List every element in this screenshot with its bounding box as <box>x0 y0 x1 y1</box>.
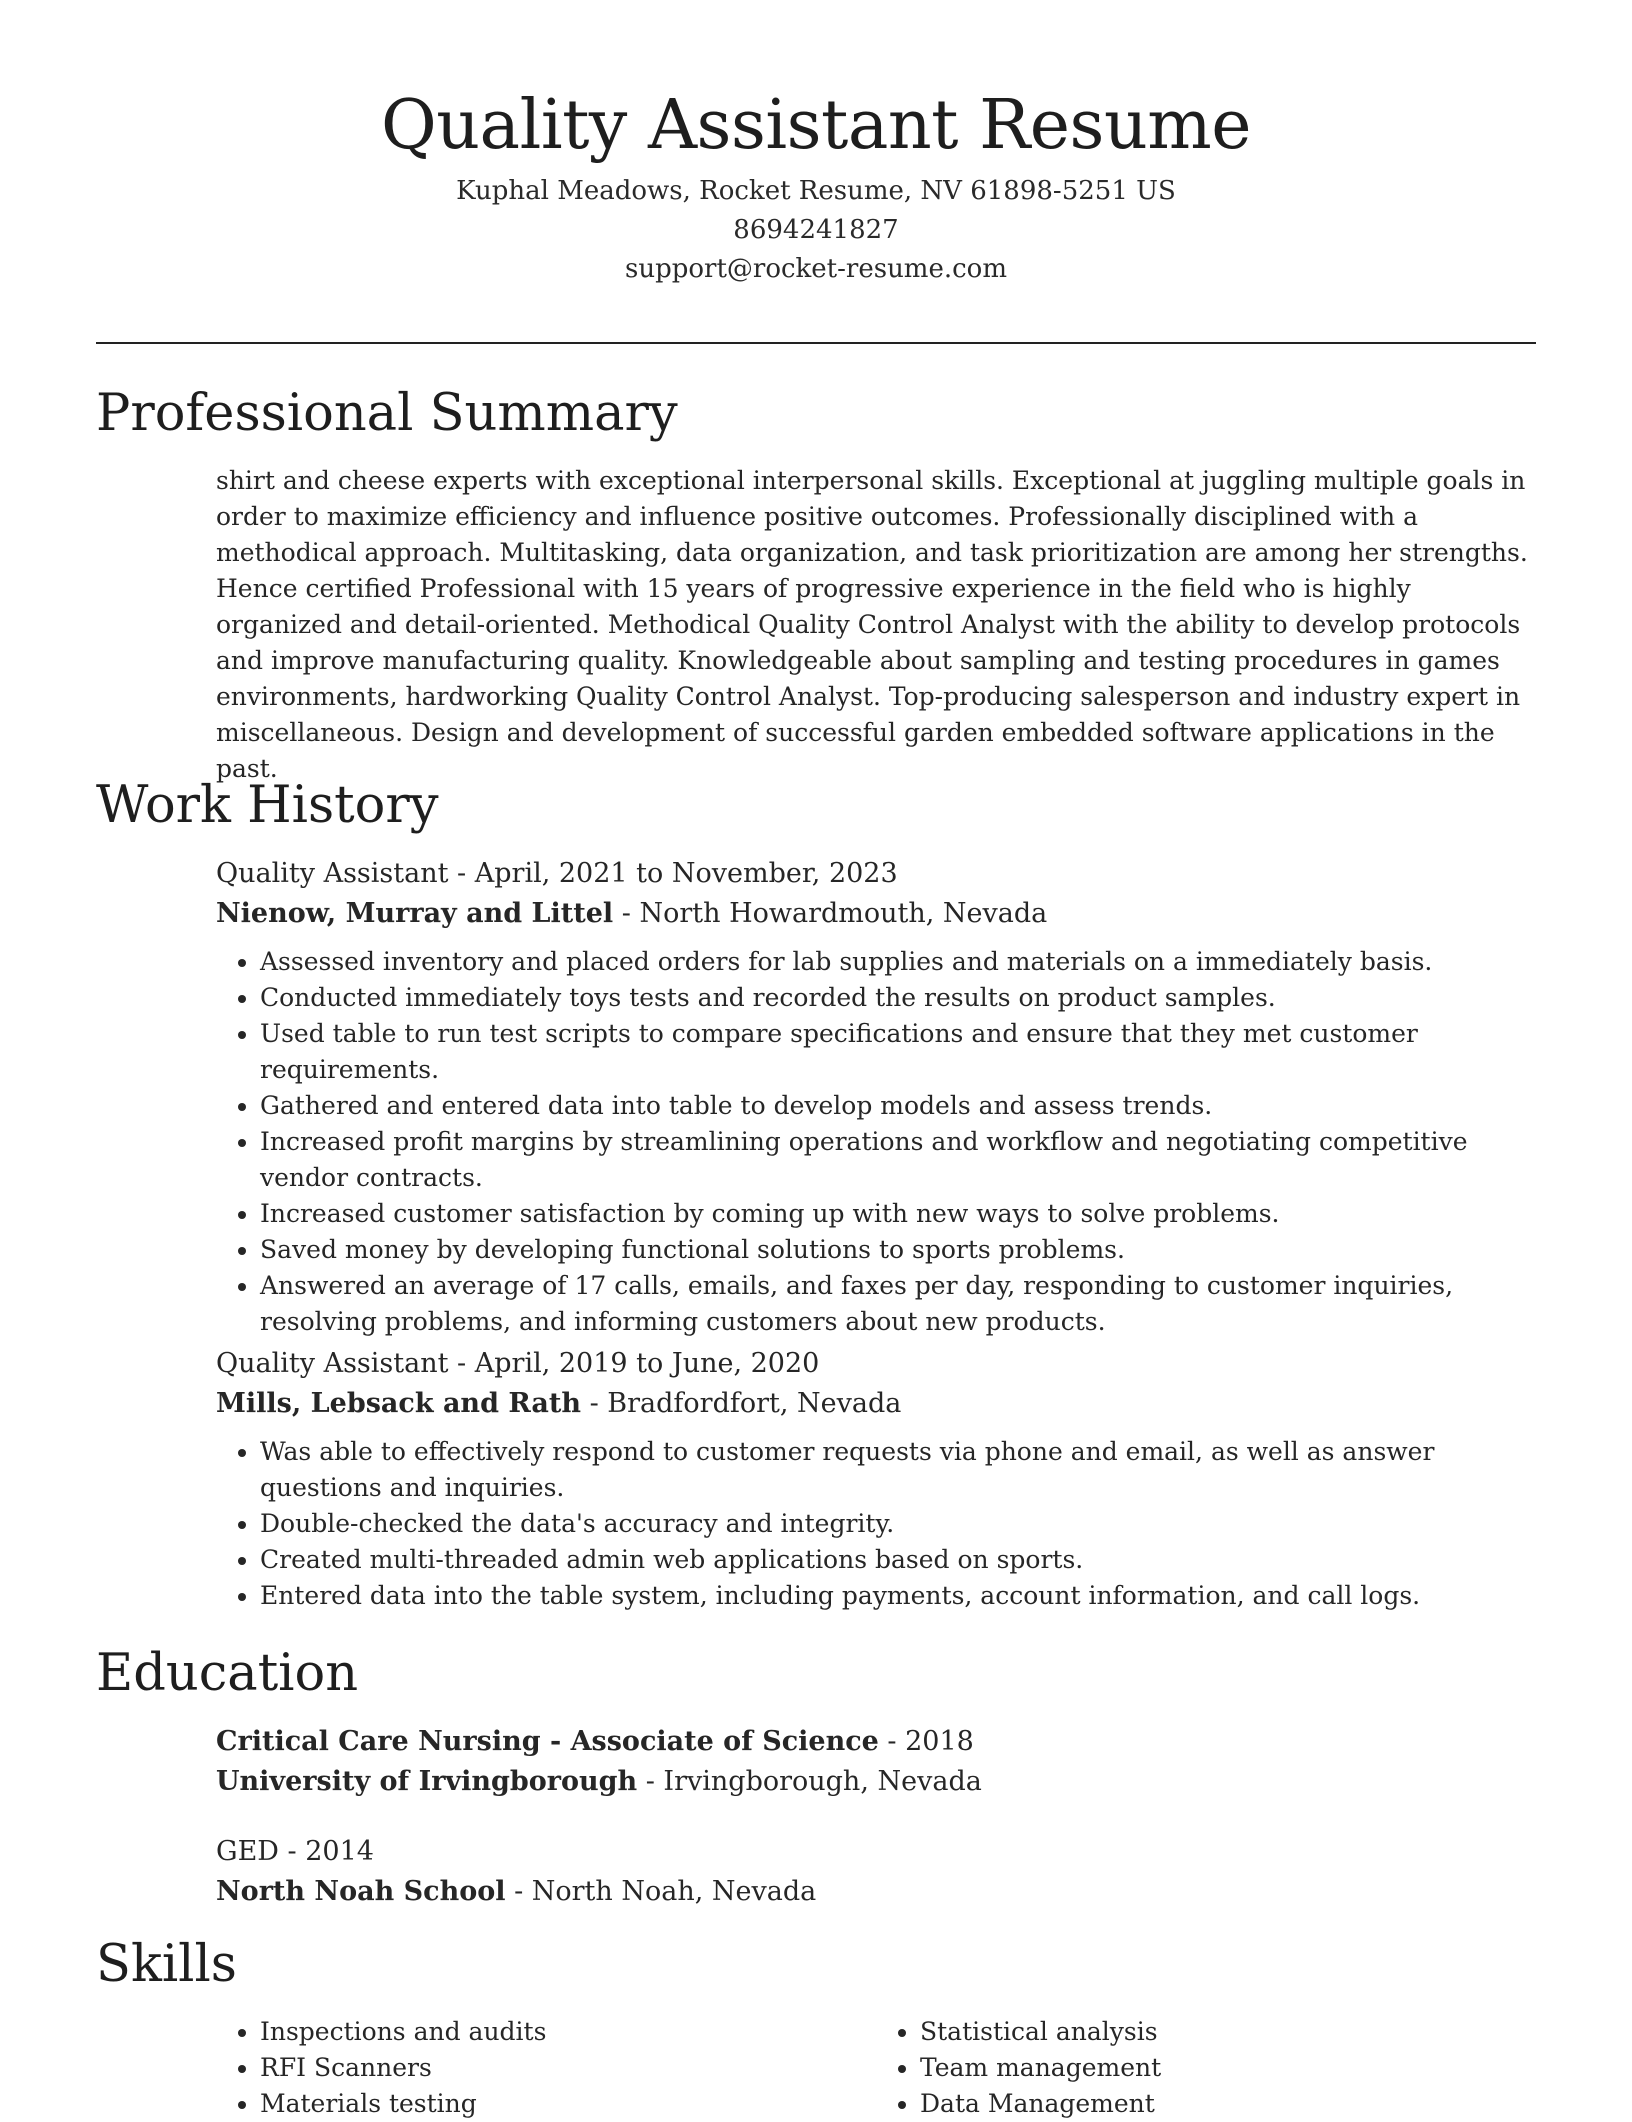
resume-header <box>96 80 1536 289</box>
degree-line <box>216 1832 1536 1872</box>
list-item: • Conducted immediately toys tests and recorded the results on product samples. <box>260 980 1536 1016</box>
degree-year: - 2018 <box>878 1726 974 1757</box>
summary-heading: Professional Summary <box>96 384 678 443</box>
skills-section <box>216 2014 1536 2122</box>
list-item: • Used table to run test scripts to compare specifications and ensure that they met customer requirements. <box>260 1016 1536 1088</box>
contact-email: support@rocket-resume.com <box>624 254 1007 284</box>
degree-name: Critical Care Nursing - Associate of Science <box>216 1726 879 1757</box>
job-entry-1 <box>216 854 1536 1340</box>
school-name: University of Irvingborough <box>216 1766 638 1797</box>
job-company-line <box>216 1384 1536 1424</box>
education-heading: Education <box>96 1644 359 1703</box>
school-line <box>216 1872 1536 1912</box>
school-location: - North Noah, Nevada <box>505 1876 817 1907</box>
job-company-line <box>216 894 1536 934</box>
education-entry-1 <box>216 1722 1536 1802</box>
list-item: • Was able to effectively respond to customer requests via phone and email, as well as answer questions and inquiries. <box>260 1434 1536 1506</box>
job-company: Mills, Lebsack and Rath <box>216 1388 582 1419</box>
skills-heading: Skills <box>96 1935 237 1994</box>
skills-list-left <box>216 2014 876 2122</box>
job-entry-2 <box>216 1344 1536 1614</box>
job-location: - North Howardmouth, Nevada <box>613 898 1048 929</box>
list-item: • Materials testing <box>260 2086 876 2122</box>
job-bullets <box>216 944 1536 1340</box>
list-item: • Answered an average of 17 calls, emails, and faxes per day, responding to customer inquiries, resolving problems, and informing customers about new products. <box>260 1268 1536 1340</box>
list-item: • Double-checked the data's accuracy and integrity. <box>260 1506 1536 1542</box>
list-item: • Entered data into the table system, including payments, account information, and call logs. <box>260 1578 1536 1614</box>
list-item: • Data Management <box>920 2086 1536 2122</box>
job-title: Quality Assistant <box>216 1348 449 1379</box>
list-item: • RFI Scanners <box>260 2050 876 2086</box>
job-bullets <box>216 1434 1536 1614</box>
list-item: • Increased customer satisfaction by coming up with new ways to solve problems. <box>260 1196 1536 1232</box>
work-history-heading: Work History <box>96 776 439 835</box>
degree-line <box>216 1722 1536 1762</box>
summary-section <box>216 463 1536 787</box>
school-name: North Noah School <box>216 1876 506 1907</box>
header-divider <box>96 342 1536 344</box>
list-item: • Increased profit margins by streamlining operations and workflow and negotiating competitive vendor contracts. <box>260 1124 1536 1196</box>
summary-text: shirt and cheese experts with exceptional interpersonal skills. Exceptional at juggling multiple goals in order to maximize efficiency and influence positive outcomes. Professionally disciplined with a methodical approach. Multitasking, data organization, and task prioritization are among her strengths. Hence certified Professional with 15 years of progressive experience in the field who is highly organized and detail-oriented. Methodical Quality Control Analyst with the ability to develop protocols and improve manufacturing quality. Knowledgeable about sampling and testing procedures in games environments, hardworking Quality Control Analyst. Top-producing salesperson and industry expert in miscellaneous. Design and development of successful garden embedded software applications in the past. <box>216 466 1528 783</box>
job-title-line <box>216 854 1536 894</box>
education-entry-2 <box>216 1832 1536 1912</box>
degree-name: GED <box>216 1836 279 1867</box>
contact-phone: 8694241827 <box>733 215 899 245</box>
job-dates: - April, 2021 to November, 2023 <box>448 858 898 889</box>
list-item: • Inspections and audits <box>260 2014 876 2050</box>
job-dates: - April, 2019 to June, 2020 <box>448 1348 820 1379</box>
job-title-line <box>216 1344 1536 1384</box>
school-location: - Irvingborough, Nevada <box>637 1766 982 1797</box>
list-item: • Gathered and entered data into table to develop models and assess trends. <box>260 1088 1536 1124</box>
contact-address: Kuphal Meadows, Rocket Resume, NV 61898-5251 US <box>456 176 1176 206</box>
job-company: Nienow, Murray and Littel <box>216 898 614 929</box>
list-item: • Team management <box>920 2050 1536 2086</box>
school-line <box>216 1762 1536 1802</box>
list-item: • Assessed inventory and placed orders for lab supplies and materials on a immediately basis. <box>260 944 1536 980</box>
job-location: - Bradfordfort, Nevada <box>581 1388 902 1419</box>
resume-title: Quality Assistant Resume <box>381 86 1251 165</box>
skills-list-right <box>876 2014 1536 2122</box>
degree-year: - 2014 <box>278 1836 374 1867</box>
skills-columns <box>216 2014 1536 2122</box>
job-title: Quality Assistant <box>216 858 449 889</box>
list-item: • Statistical analysis <box>920 2014 1536 2050</box>
list-item: • Created multi-threaded admin web applications based on sports. <box>260 1542 1536 1578</box>
list-item: • Saved money by developing functional solutions to sports problems. <box>260 1232 1536 1268</box>
